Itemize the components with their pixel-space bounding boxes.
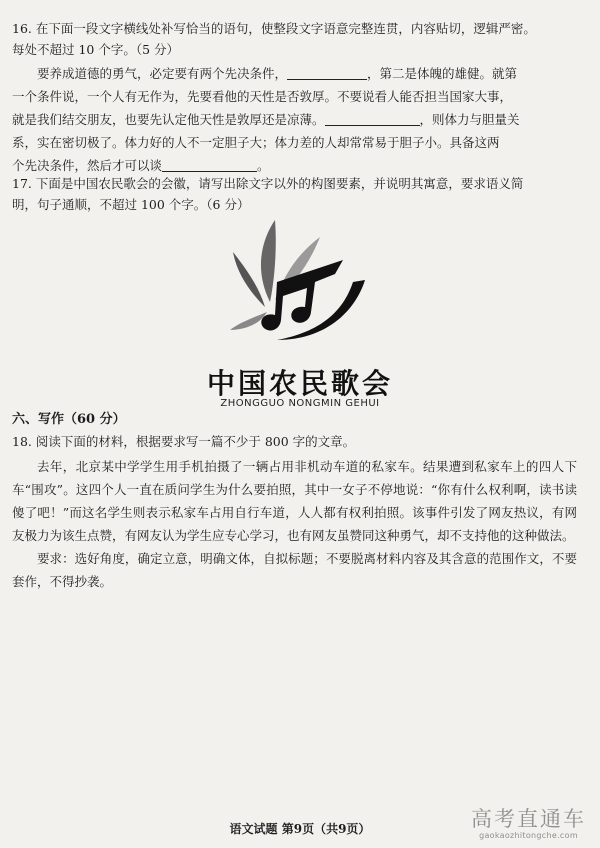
q16-line3-b: ，则体力与胆量关: [419, 112, 520, 127]
q16-header-line1: 16. 在下面一段文字横线处补写恰当的语句，使整段文字语意完整连贯，内容贴切，逻辑严密。: [12, 21, 536, 36]
page-footer: 语文试题 第9页（共9页）: [229, 822, 371, 836]
q16-line5: 个先决条件，然后才可以谈: [12, 158, 163, 173]
q16-blank-2[interactable]: [325, 113, 420, 127]
q16-line1-b: ，第二是体魄的雄健。就第: [367, 66, 518, 81]
q16-line5-end: 。: [257, 158, 270, 173]
q16-line2: 一个条件说，一个人有无作为，先要看他的天性是否敦厚。不要说看人能否担当国家大事，: [12, 89, 513, 104]
q16-passage: [12, 62, 577, 177]
emblem-leaf-3: [233, 252, 265, 307]
emblem-pinyin: ZHONGGUO NONGMIN GEHUI: [220, 398, 380, 409]
q16-blank-3[interactable]: [162, 159, 257, 173]
q16-line3: 就是我们结交朋友，也要先认定他天性是敦厚还是凉薄。: [12, 112, 325, 127]
q18-header: 18. 阅读下面的材料，根据要求写一篇不少于 800 字的文章。: [12, 434, 356, 449]
watermark-url: gaokaozhitongche.com: [479, 831, 578, 840]
section-writing-title: 六、写作（60 分）: [12, 412, 126, 427]
emblem-leaf-1: [261, 220, 276, 302]
q16-blank-1[interactable]: [287, 67, 367, 81]
q16-header-line2: 每处不超过 10 个字。（5 分）: [12, 42, 180, 57]
q18-paragraph-2: 要求：选好角度，确定立意，明确文体，自拟标题；不要脱离材料内容及其含意的范围作文，不要套作，不得抄袭。: [12, 551, 577, 589]
q16-line1-a: 要养成道德的勇气，必定要有两个先决条件，: [37, 66, 288, 81]
emblem-title: 中国农民歌会: [206, 367, 393, 400]
q18-paragraph-1: 去年，北京某中学学生用手机拍摄了一辆占用非机动车道的私家车。结果遭到私家车上的四人下车“围攻”。这四个人一直在质问学生为什么要拍照，其中一女子不停地说：“你有什么权利啊，读书读傻了吧！”而这名学生则表示私家车占用自行车道，人人都有权利拍照。该事件引发了网友热议，有网友极力为该生点赞，有网友认为学生应专心学习，也有网友虽赞同这种勇气，却不支持他的这种做法。: [12, 459, 577, 543]
farmers-song-festival-emblem: [215, 212, 375, 362]
q17-header: [12, 173, 523, 215]
q17-header-line1: 17. 下面是中国农民歌会的会徽，请写出除文字以外的构图要素，并说明其寓意，要求语义简: [12, 176, 524, 191]
q17-header-line2: 明，句子通顺，不超过 100 个字。（6 分）: [12, 197, 250, 212]
watermark-text: 高考直通车: [471, 807, 586, 831]
q18-material: [12, 455, 577, 593]
q16-header: [12, 18, 536, 60]
q16-line4: 系，实在密切极了。体力好的人不一定胆子大；体力差的人却常常易于胆子小。具备这两: [12, 135, 500, 150]
